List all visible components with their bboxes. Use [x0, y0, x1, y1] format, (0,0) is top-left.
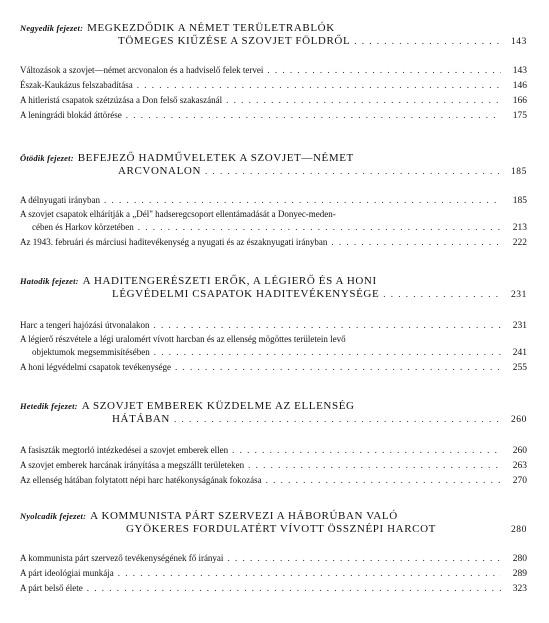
- chapter-title-line2: ARCVONALON: [118, 165, 201, 177]
- chapter-title-line2: TÖMEGES KIŰZÉSE A SZOVJET FÖLDRŐL: [118, 35, 351, 47]
- chapter-page: 260: [510, 415, 527, 425]
- chapter-5: [20, 152, 527, 250]
- toc-entry[interactable]: A honi légvédelmi csapatok tevékenysége . . . 255: [20, 360, 527, 375]
- toc-entry[interactable]: A leningrádi blokád áttörése . . . 175: [20, 108, 527, 123]
- toc-entry[interactable]: Az ellenség hátában folytatott népi harc hatékonyságának fokozása . . . 270: [20, 473, 527, 488]
- chapter-label: Hetedik fejezet:: [20, 401, 78, 411]
- toc-entry[interactable]: A párt belső élete . . . 323: [20, 581, 527, 596]
- toc-entry[interactable]: A hitleristá csapatok szétzúzása a Don felső szakaszánál . . . 166: [20, 93, 527, 108]
- chapter-label: Hatodik fejezet:: [20, 276, 79, 286]
- chapter-page: 143: [510, 37, 527, 47]
- toc-entry[interactable]: Az 1943. februári és márciusi haditevékenység a nyugati és az északnyugati irányban . . . 222: [20, 235, 527, 250]
- toc-entry[interactable]: A légierő részvétele a légi uralomért vívott harcban és az ellenség mögöttes területein levő objektumok megsemmisítésében . . . 241: [20, 333, 527, 360]
- chapter-title-line2: GYÖKERES FORDULATÉRT VÍVOTT ÖSSZNÉPI HARCOT: [126, 523, 436, 535]
- toc-entry[interactable]: A szovjet csapatok elhárítják a „Dél" hadseregcsoport ellentámadását a Donyec-meden- cében és Harkov körzetében . . . 213: [20, 208, 527, 235]
- chapter-label: Ötödik fejezet:: [20, 153, 74, 163]
- chapter-title-line1: A SZOVJET EMBEREK KÜZDELME AZ ELLENSÉG: [81, 400, 355, 412]
- chapter-8: [20, 510, 527, 596]
- toc-entry[interactable]: A párt ideológiai munkája . . . 289: [20, 566, 527, 581]
- chapter-title-line1: MEGKEZDŐDIK A NÉMET TERÜLETRABLÓK: [87, 22, 335, 34]
- chapter-title-line1: A KOMMUNISTA PÁRT SZERVEZI A HÁBORÚBAN VALÓ: [90, 510, 398, 522]
- chapter-page: 280: [510, 525, 527, 535]
- toc-entry[interactable]: A délnyugati irányban . . . 185: [20, 193, 527, 208]
- chapter-4: [20, 22, 527, 123]
- chapter-title-line1: BEFEJEZŐ HADMŰVELETEK A SZOVJET—NÉMET: [77, 152, 354, 164]
- chapter-title-line2: LÉGVÉDELMI CSAPATOK HADITEVÉKENYSÉGE: [112, 288, 380, 300]
- chapter-title-line2: HÁTÁBAN: [112, 413, 170, 425]
- chapter-7: [20, 400, 527, 488]
- chapter-page: 185: [510, 167, 527, 177]
- toc-entry[interactable]: Változások a szovjet—német arcvonalon és a hadviselő felek tervei . . . 143: [20, 63, 527, 78]
- toc-entry[interactable]: A szovjet emberek harcának irányítása a megszállt területeken . . . 263: [20, 458, 527, 473]
- toc-entry[interactable]: A fasiszták megtorló intézkedései a szovjet emberek ellen . . . 260: [20, 443, 527, 458]
- chapter-label: Negyedik fejezet:: [20, 23, 84, 33]
- toc-entry[interactable]: Harc a tengeri hajózási útvonalakon . . . 231: [20, 318, 527, 333]
- chapter-6: [20, 275, 527, 375]
- chapter-page: 231: [510, 290, 527, 300]
- chapter-title-line1: A HADITENGERÉSZETI ERŐK, A LÉGIERŐ ÉS A HONI: [82, 275, 377, 287]
- toc-entry[interactable]: A kommunista párt szervező tevékenységének fő irányai . . . 280: [20, 551, 527, 566]
- toc-entry[interactable]: Észak-Kaukázus felszabadítása . . . 146: [20, 78, 527, 93]
- chapter-label: Nyolcadik fejezet:: [20, 511, 87, 521]
